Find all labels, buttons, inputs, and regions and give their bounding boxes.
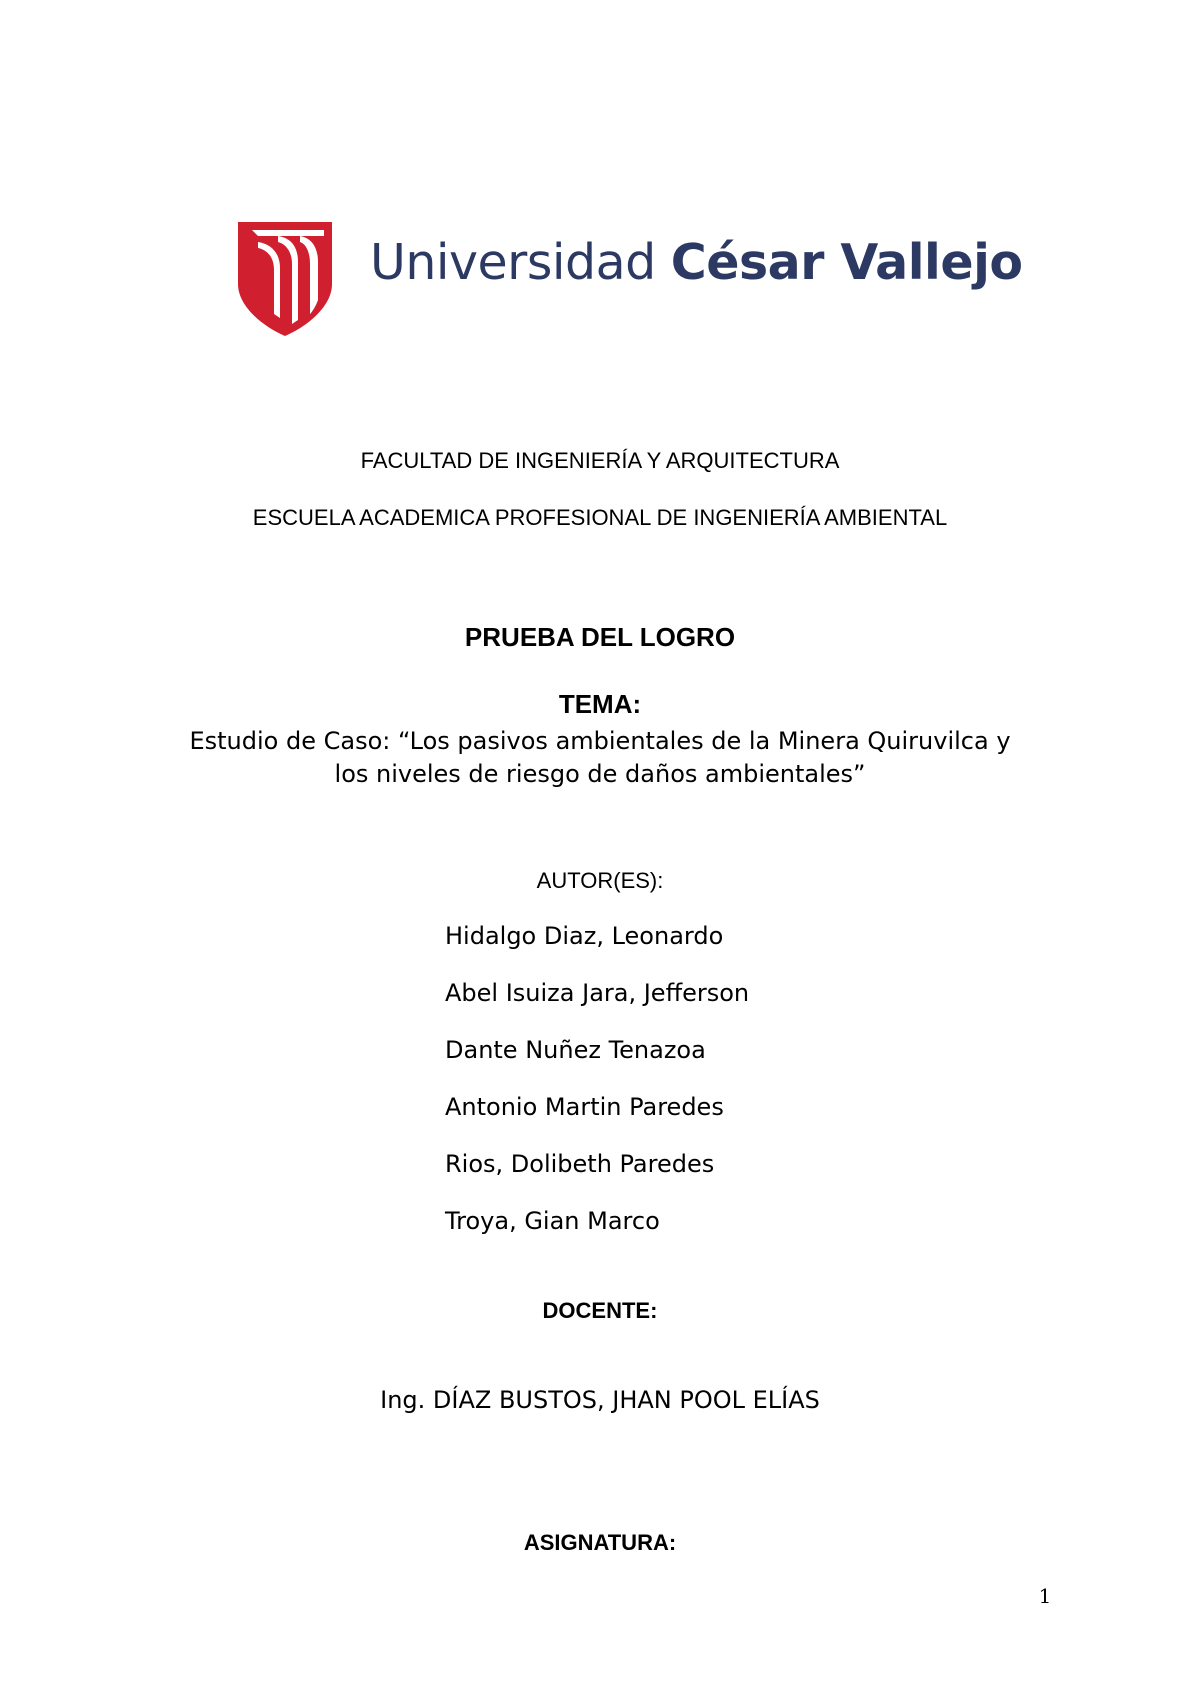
- author-name: Dante Nuñez Tenazoa: [445, 1036, 706, 1064]
- author-name: Antonio Martin Paredes: [445, 1093, 724, 1121]
- authors-heading: AUTOR(ES):: [536, 868, 664, 893]
- topic-line-1: Estudio de Caso: “Los pasivos ambientales de la Minera Quiruvilca y: [189, 727, 1011, 755]
- teacher-name: Ing. DÍAZ BUSTOS, JHAN POOL ELÍAS: [380, 1386, 820, 1414]
- author-name: Rios, Dolibeth Paredes: [445, 1150, 715, 1178]
- author-name: Abel Isuiza Jara, Jefferson: [445, 979, 750, 1007]
- university-logo: [238, 222, 1038, 340]
- teacher-heading: DOCENTE:: [542, 1298, 658, 1323]
- logo-name-bold: César Vallejo: [670, 234, 1023, 291]
- author-name: Hidalgo Diaz, Leonardo: [445, 922, 724, 950]
- school-heading: ESCUELA ACADEMICA PROFESIONAL DE INGENIERÍA AMBIENTAL: [252, 505, 948, 530]
- course-heading: ASIGNATURA:: [523, 1530, 677, 1555]
- university-wordmark: [370, 234, 1023, 291]
- ucv-shield-icon: [238, 222, 332, 336]
- topic-line-2: los niveles de riesgo de daños ambientales”: [334, 760, 866, 788]
- faculty-heading: FACULTAD DE INGENIERÍA Y ARQUITECTURA: [360, 448, 840, 473]
- logo-name-regular: Universidad: [370, 234, 656, 291]
- document-title: PRUEBA DEL LOGRO: [464, 622, 736, 652]
- author-name: Troya, Gian Marco: [445, 1207, 660, 1235]
- topic-heading: TEMA:: [558, 689, 642, 719]
- page-number: 1: [1038, 1584, 1052, 1608]
